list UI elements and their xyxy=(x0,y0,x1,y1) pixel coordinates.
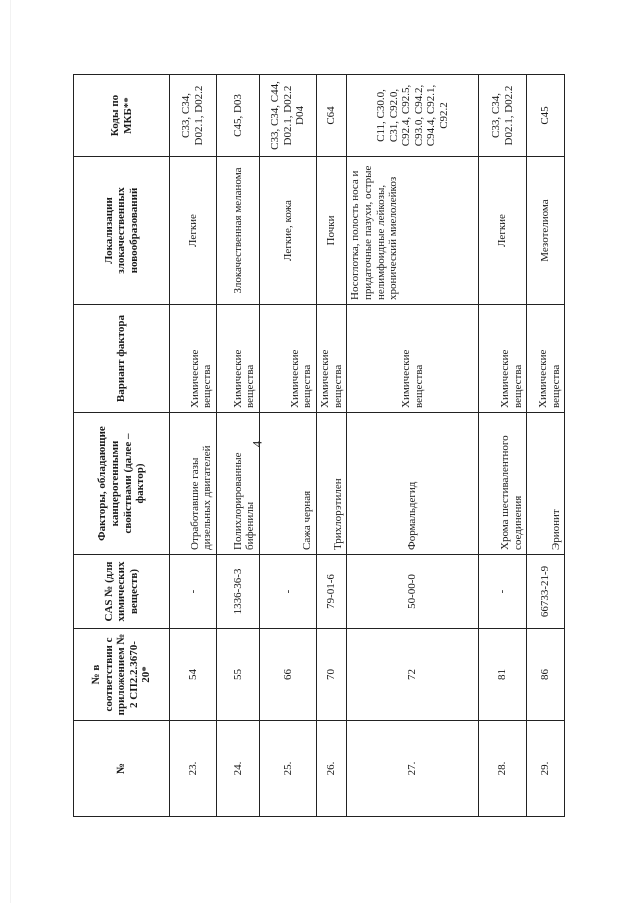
row-number: 29. xyxy=(527,721,565,817)
cas-number: 66733-21-9 xyxy=(527,555,565,629)
row-number: 28. xyxy=(479,721,527,817)
table-row xyxy=(170,75,217,817)
factor-variant: Химические вещества xyxy=(479,305,527,413)
factor-name: Полихлорированные бифенилы xyxy=(217,413,260,555)
factor-variant: Химические вещества xyxy=(170,305,217,413)
localization: Легкие xyxy=(479,157,527,305)
carcinogen-table xyxy=(73,74,565,817)
factor-variant: Химические вещества xyxy=(347,305,479,413)
factor-name: Эрионит xyxy=(527,413,565,555)
icd-codes: C33, C34, D02.1, D02.2 xyxy=(479,75,527,157)
cas-number: 50-00-0 xyxy=(347,555,479,629)
cas-number: - xyxy=(170,555,217,629)
appendix-number: 72 xyxy=(347,629,479,721)
icd-codes: C11, C30.0, C31, C92.0, C92.4, C92.5, C93.0, C94.2, C94.4, C92.1, C92.2 xyxy=(347,75,479,157)
factor-name: Трихлорэтилен xyxy=(317,413,347,555)
appendix-number: 70 xyxy=(317,629,347,721)
header-factor-variant: Вариант фактора xyxy=(74,305,170,413)
row-number: 27. xyxy=(347,721,479,817)
header-icd-codes: Коды по МКБ** xyxy=(74,75,170,157)
header-appendix-number: № в соответствии с приложением № 2 СП2.2.3670-20* xyxy=(74,629,170,721)
table-row xyxy=(347,75,479,817)
localization: Мезотелиома xyxy=(527,157,565,305)
table-row xyxy=(479,75,527,817)
factor-name: Сажа черная xyxy=(260,413,317,555)
appendix-number: 54 xyxy=(170,629,217,721)
header-cas-number: CAS № (для химических веществ) xyxy=(74,555,170,629)
factor-variant: Химические вещества xyxy=(527,305,565,413)
appendix-number: 66 xyxy=(260,629,317,721)
factor-variant: Химические вещества xyxy=(260,305,317,413)
factor-name: Формальдегид xyxy=(347,413,479,555)
localization: Носоглотка, полость носа и придаточные пазухи, острые нелимфоидные лейкозы, хронический миелолейкоз xyxy=(347,157,479,305)
table-row xyxy=(527,75,565,817)
localization: Легкие, кожа xyxy=(260,157,317,305)
cas-number: - xyxy=(479,555,527,629)
page-number: 4 xyxy=(249,440,265,448)
factor-name: Хрома шестивалентного соединения xyxy=(479,413,527,555)
icd-codes: C45, D03 xyxy=(217,75,260,157)
row-number: 24. xyxy=(217,721,260,817)
scan-edge-line xyxy=(10,0,11,903)
header-factor: Факторы, обладающие канцерогенными свойствами (далее – фактор) xyxy=(74,413,170,555)
table-row xyxy=(217,75,260,817)
localization: Легкие xyxy=(170,157,217,305)
table-header-row xyxy=(74,75,170,817)
header-localization: Локализации злокачественных новообразований xyxy=(74,157,170,305)
table-container xyxy=(73,75,562,817)
cas-number: 79-01-6 xyxy=(317,555,347,629)
cas-number: - xyxy=(260,555,317,629)
icd-codes: C45 xyxy=(527,75,565,157)
appendix-number: 55 xyxy=(217,629,260,721)
factor-name: Отработавшие газы дизельных двигателей xyxy=(170,413,217,555)
row-number: 25. xyxy=(260,721,317,817)
cas-number: 1336-36-3 xyxy=(217,555,260,629)
row-number: 23. xyxy=(170,721,217,817)
table-row xyxy=(260,75,317,817)
header-number: № xyxy=(74,721,170,817)
factor-variant: Химические вещества xyxy=(317,305,347,413)
appendix-number: 86 xyxy=(527,629,565,721)
factor-variant: Химические вещества xyxy=(217,305,260,413)
icd-codes: C33, C34, D02.1, D02.2 xyxy=(170,75,217,157)
table-row xyxy=(317,75,347,817)
localization: Почки xyxy=(317,157,347,305)
appendix-number: 81 xyxy=(479,629,527,721)
icd-codes: C64 xyxy=(317,75,347,157)
row-number: 26. xyxy=(317,721,347,817)
icd-codes: C33, C34, C44, D02.1, D02.2 D04 xyxy=(260,75,317,157)
localization: Злокачественная меланома xyxy=(217,157,260,305)
